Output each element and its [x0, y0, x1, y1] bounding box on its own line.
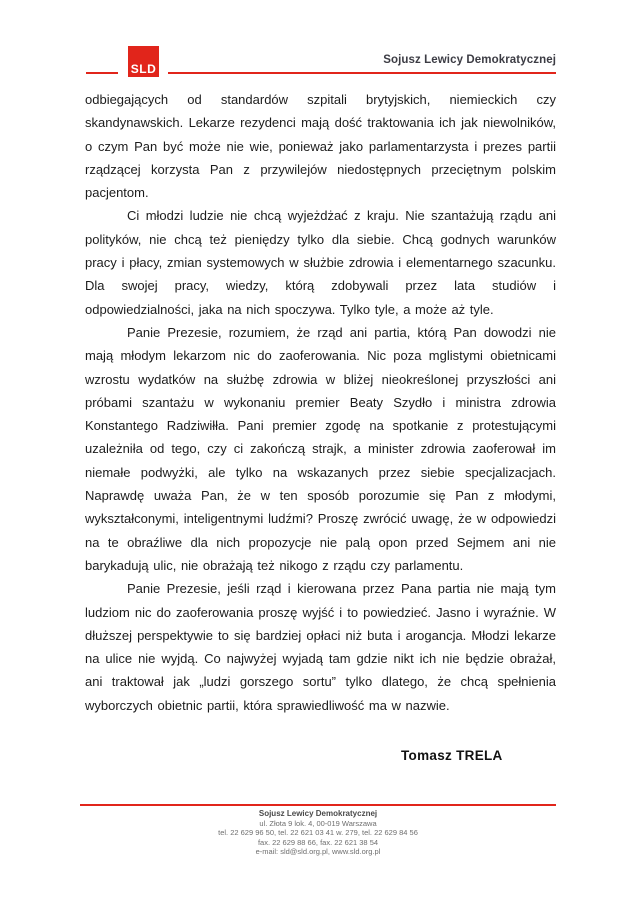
sld-logo-text: SLD: [130, 62, 157, 76]
footer-org-name: Sojusz Lewicy Demokratycznej: [258, 809, 378, 818]
letterhead-left-dash: [86, 72, 118, 74]
paragraph-1: odbiegających od standardów szpitali brytyjskich, niemieckich czy skandynawskich. Lekarze rezydenci mają dość traktowania ich jak niewolników, o czym Pan być może nie wie, ponieważ jako parlamentarzysta i prezes partii rządzącej korzysta Pan z przywilejów niedostępnych przeciętnym polskim pacjentom.: [85, 92, 556, 201]
letterhead-org-name: Sojusz Lewicy Demokratycznej: [383, 54, 556, 66]
footer-rule: [80, 804, 556, 806]
footer-fax: fax. 22 629 88 66, fax. 22 621 38 54: [257, 837, 379, 847]
footer-phones: tel. 22 629 96 50, tel. 22 621 03 41 w. 279, tel. 22 629 84 56: [218, 828, 418, 838]
paragraph-4: Panie Prezesie, jeśli rząd i kierowana przez Pana partia nie mają tym ludziom nic do zaoferowania proszę wyjść i to powiedzieć. Jasno i wyraźnie. W dłuższej perspektywie to się bardziej opłaci niż buta i arogancja. Młodzi lekarze na ulice nie wyjdą. Co najwyżej wyjadą tam gdzie nikt ich nie będzie obrażał, ani traktował jak „ludzi gorszego sortu” tylko dlatego, że chcą spełnienia wyborczych obietnic partii, która sprawiedliwość ma w nazwie.: [85, 581, 556, 713]
letter-body: [85, 88, 556, 763]
signature: Tomasz TRELA: [401, 748, 503, 764]
footer-email-web: e-mail: sld@sld.org.pl, www.sld.org.pl: [255, 847, 381, 857]
paragraph-2: Ci młodzi ludzie nie chcą wyjeżdżać z kraju. Nie szantażują rządu ani polityków, nie chcą też pieniędzy tylko dla siebie. Chcą godnych warunków pracy i płacy, zmian systemowych w służbie zdrowia i elementarnego szacunku. Dla swojej pracy, wiedzy, którą zdobywali przez lata studiów i odpowiedzialności, jaka na nich spoczywa. Tylko tyle, a może aż tyle.: [85, 208, 556, 317]
footer-address: ul. Złota 9 lok. 4, 00-019 Warszawa: [259, 818, 377, 828]
footer-text-block: [80, 809, 556, 857]
paragraph-3: Panie Prezesie, rozumiem, że rząd ani partia, którą Pan dowodzi nie mają młodym lekarzom nic do zaoferowania. Nic poza mglistymi obietnicami wzrostu wydatków na służbę zdrowia w bliżej nieokreślonej przyszłości ani próbami szantażu w wykonaniu premier Beaty Szydło i ministra zdrowia Konstantego Radziwiłła. Pani premier zgodę na spotkanie z protestującymi uzależniła od tego, czy ci zakończą strajk, a minister zdrowia zaoferował im niemałe podwyżki, ale tylko na wskazanych przez siebie specjalizacjach. Naprawdę uważa Pan, że w ten sposób porozumie się Pan z młodymi, wykształconymi, inteligentnymi ludźmi? Proszę zwrócić uwagę, że w odpowiedzi na te obraźliwe dla nich propozycje nie palą opon przed Sejmem ani nie barykadują ulic, nie obrażają też nikogo z rządu czy parlamentu.: [85, 324, 556, 573]
sld-logo: [128, 46, 159, 77]
letterhead-rule: [168, 72, 556, 74]
